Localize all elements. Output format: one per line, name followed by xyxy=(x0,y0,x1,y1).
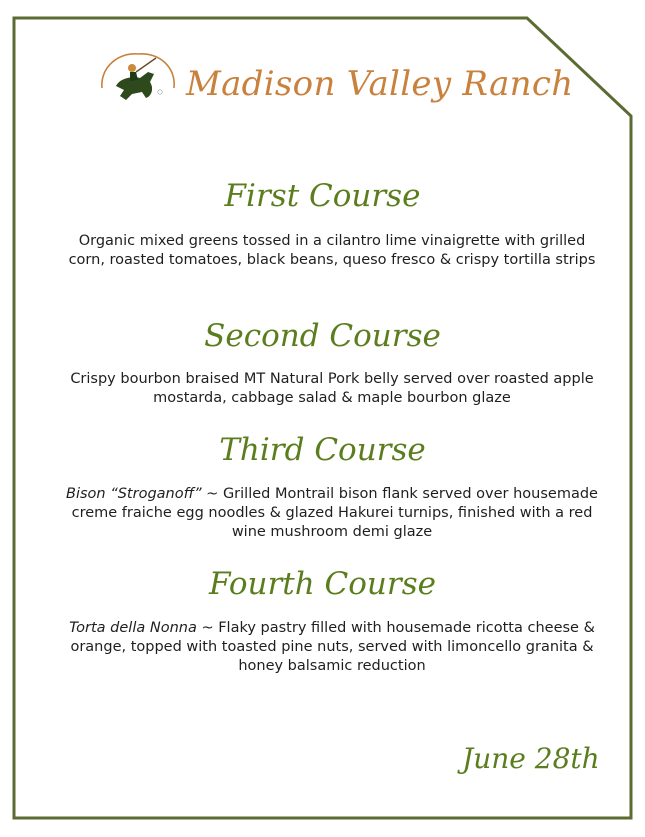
course-title-first: First Course xyxy=(224,178,421,214)
course-title-fourth: Fourth Course xyxy=(209,566,436,602)
course-description-fourth: Torta della Nonna ~ Flaky pastry filled with housemade ricotta cheese & orange, topped with toasted pine nuts, served with limoncello granita & honey balsamic reduction xyxy=(69,620,595,674)
course-description-first: Organic mixed greens tossed in a cilantro lime vinaigrette with grilled corn, roasted tomatoes, black beans, queso fresco & crispy tortilla strips xyxy=(68,233,596,268)
polo-rider-logo-icon xyxy=(98,48,180,110)
header xyxy=(98,42,574,118)
course-description-second: Crispy bourbon braised MT Natural Pork belly served over roasted apple mostarda, cabbage salad & maple bourbon glaze xyxy=(70,371,594,406)
dish-name-fourth: Torta della Nonna xyxy=(69,620,197,636)
course-title-second: Second Course xyxy=(204,318,441,354)
dish-name-third: Bison “Stroganoff” xyxy=(66,486,202,502)
course-description-third: Bison “Stroganoff” ~ Grilled Montrail bison flank served over housemade creme fraiche egg noodles & glazed Hakurei turnips, finished with a red wine mushroom demi glaze xyxy=(66,486,598,540)
ranch-name: Madison Valley Ranch xyxy=(186,64,574,104)
course-title-third: Third Course xyxy=(219,432,426,468)
event-date: June 28th xyxy=(462,742,600,775)
